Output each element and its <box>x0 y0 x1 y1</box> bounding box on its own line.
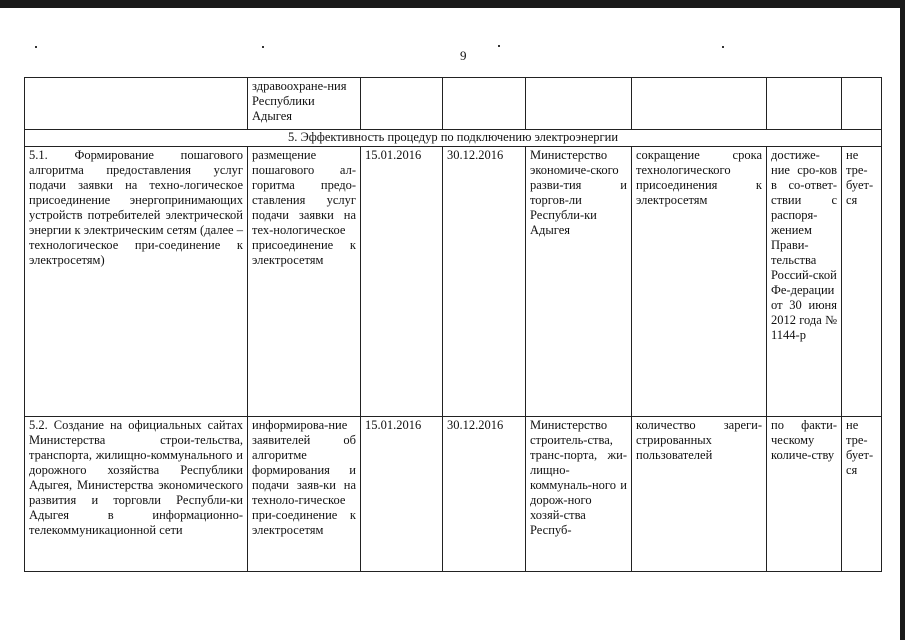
table-cell <box>361 78 443 130</box>
table-cell <box>443 78 526 130</box>
result-cell: размещение пошагового ал-горитма предо-ставления услуг подачи заявки на тех-нологическое присоединение к электросетям <box>248 147 361 417</box>
scan-speck <box>722 46 724 48</box>
table-cell <box>767 78 842 130</box>
action-cell: 5.1. Формирование пошагового алгоритма предоставления услуг подачи заявки на техно-логическое присоединение энергопринимающих устройств потребителей электрической энергии к электрическим сетям (далее – технологическое при-соединение к электросетям) <box>25 147 248 417</box>
table-row <box>25 417 882 572</box>
end-date-cell: 30.12.2016 <box>443 147 526 417</box>
indicator-cell: сокращение срока технологического присоединения к электросетям <box>632 147 767 417</box>
page-number: 9 <box>460 48 467 63</box>
scan-speck <box>35 46 37 48</box>
scan-speck <box>262 46 264 48</box>
end-date-cell: 30.12.2016 <box>443 417 526 572</box>
table-cell <box>632 78 767 130</box>
table-cell <box>526 78 632 130</box>
continuation-row <box>25 78 882 130</box>
table-cell <box>25 78 248 130</box>
table-row <box>25 147 882 417</box>
scan-border-top <box>0 0 905 8</box>
section-header-row <box>25 130 882 147</box>
responsible-cell: Министерство экономиче-ского разви-тия и торгов-ли Республи-ки Адыгея <box>526 147 632 417</box>
scan-speck <box>498 45 500 47</box>
result-cell: информирова-ние заявителей об алгоритме формирования и подачи заяв-ки на техноло-гическое при-соединение к электросетям <box>248 417 361 572</box>
section-header: 5. Эффективность процедур по подключению электроэнергии <box>25 130 882 147</box>
target-cell: достиже-ние сро-ков в со-ответ-ствии с распоря-жением Прави-тельства Россий-ской Фе-дерации от 30 июня 2012 года № 1144-р <box>767 147 842 417</box>
table-cell <box>248 78 361 130</box>
funding-cell: не тре-бует-ся <box>842 417 882 572</box>
indicator-cell: количество зареги-стрированных пользователей <box>632 417 767 572</box>
continuation-text: здравоохране-ния Республики Адыгея <box>252 79 347 123</box>
start-date-cell: 15.01.2016 <box>361 147 443 417</box>
table-cell <box>842 78 882 130</box>
responsible-cell: Министерство строитель-ства, транс-порта, жи-лищно-коммуналь-ного и дорож-ного хозяй-ства Респуб- <box>526 417 632 572</box>
start-date-cell: 15.01.2016 <box>361 417 443 572</box>
target-cell: по факти-ческому количе-ству <box>767 417 842 572</box>
measures-table <box>24 77 882 572</box>
funding-cell: не тре-бует-ся <box>842 147 882 417</box>
action-cell: 5.2. Создание на официальных сайтах Министерства строи-тельства, транспорта, жилищно-коммунального и дорожного хозяйства Республики Адыгея, Министерства экономического развития и торговли Республи-ки Адыгея в информационно-телекоммуникационной сети <box>25 417 248 572</box>
scan-border-right <box>900 0 905 640</box>
